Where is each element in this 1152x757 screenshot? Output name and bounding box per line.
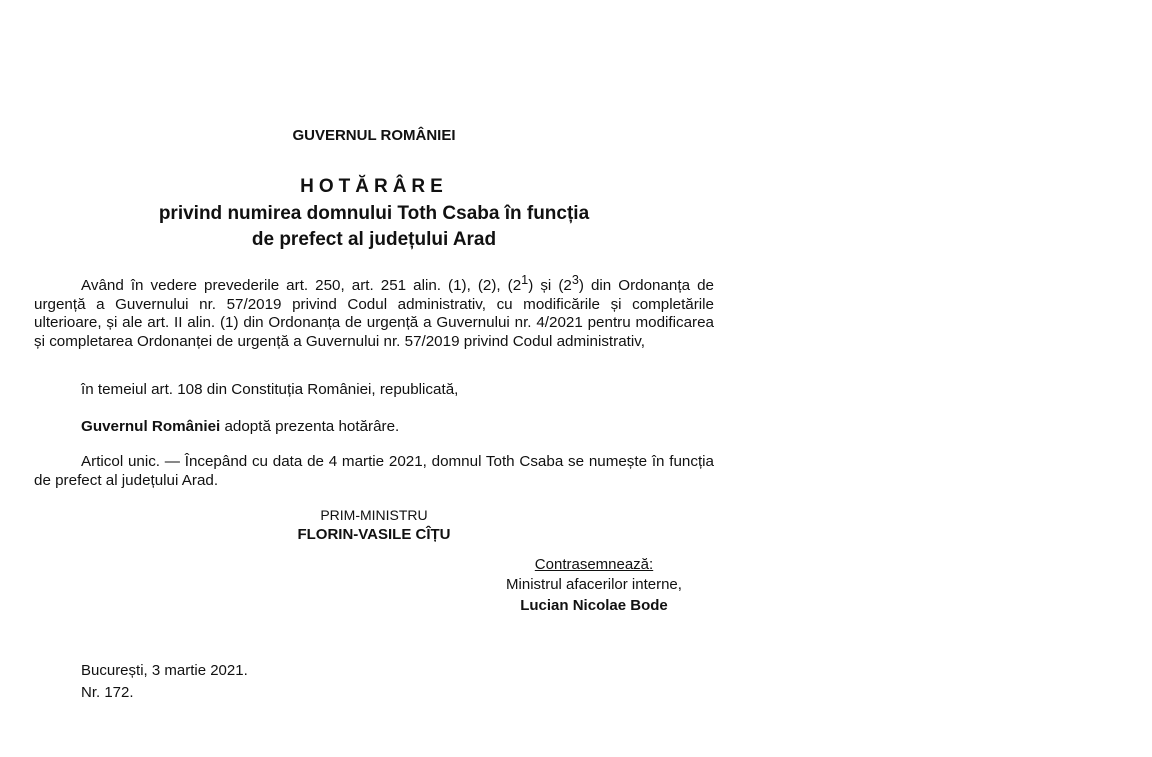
preamble-text-middle: ) și (2 — [528, 277, 572, 295]
countersign-role: Ministrul afacerilor interne, — [506, 576, 682, 593]
preamble-superscript-2: 3 — [571, 273, 579, 287]
countersign-label: Contrasemnează: — [534, 556, 654, 573]
countersign-name: Lucian Nicolae Bode — [520, 597, 668, 614]
article-paragraph: Articol unic. — Începând cu data de 4 martie 2021, domnul Toth Csaba se numește în funcția de prefect al județului Arad. — [34, 453, 714, 489]
adoption-paragraph — [81, 418, 714, 437]
adoption-text: adoptă prezenta hotărâre. — [220, 418, 400, 435]
preamble-text-start: Având în vedere prevederile art. 250, art. 251 alin. (1), (2), (2 — [81, 277, 522, 295]
signatory-name: FLORIN-VASILE CÎȚU — [297, 526, 451, 543]
preamble-superscript-1: 1 — [521, 273, 529, 287]
preamble-text-end: ) din Ordonanța de urgență a Guvernului nr. 57/2019 privind Codul administrativ, cu modificările și completările ulterioare, și ale art. II alin. (1) din Ordonanța de urgență a Guvernului nr. 4/2021 pentru modificarea și completarea Ordonanței de urgență a Guvernului nr. 57/2019 privind Codul administrativ, — [34, 277, 714, 350]
signatory-role: PRIM-MINISTRU — [320, 507, 428, 523]
document-subtitle-line-1: privind numirea domnului Toth Csaba în funcția — [158, 203, 590, 224]
document-title: HOTĂRÂRE — [300, 176, 448, 197]
document-number: Nr. 172. — [81, 684, 134, 701]
decision-document — [34, 0, 714, 757]
preamble-paragraph — [34, 271, 714, 351]
place-and-date: București, 3 martie 2021. — [81, 662, 248, 679]
adoption-subject: Guvernul României — [81, 418, 221, 435]
legal-basis-paragraph: în temeiul art. 108 din Constituția României, republicată, — [81, 381, 459, 398]
issuer-heading: GUVERNUL ROMÂNIEI — [292, 127, 456, 144]
document-subtitle-line-2: de prefect al județului Arad — [251, 229, 497, 250]
